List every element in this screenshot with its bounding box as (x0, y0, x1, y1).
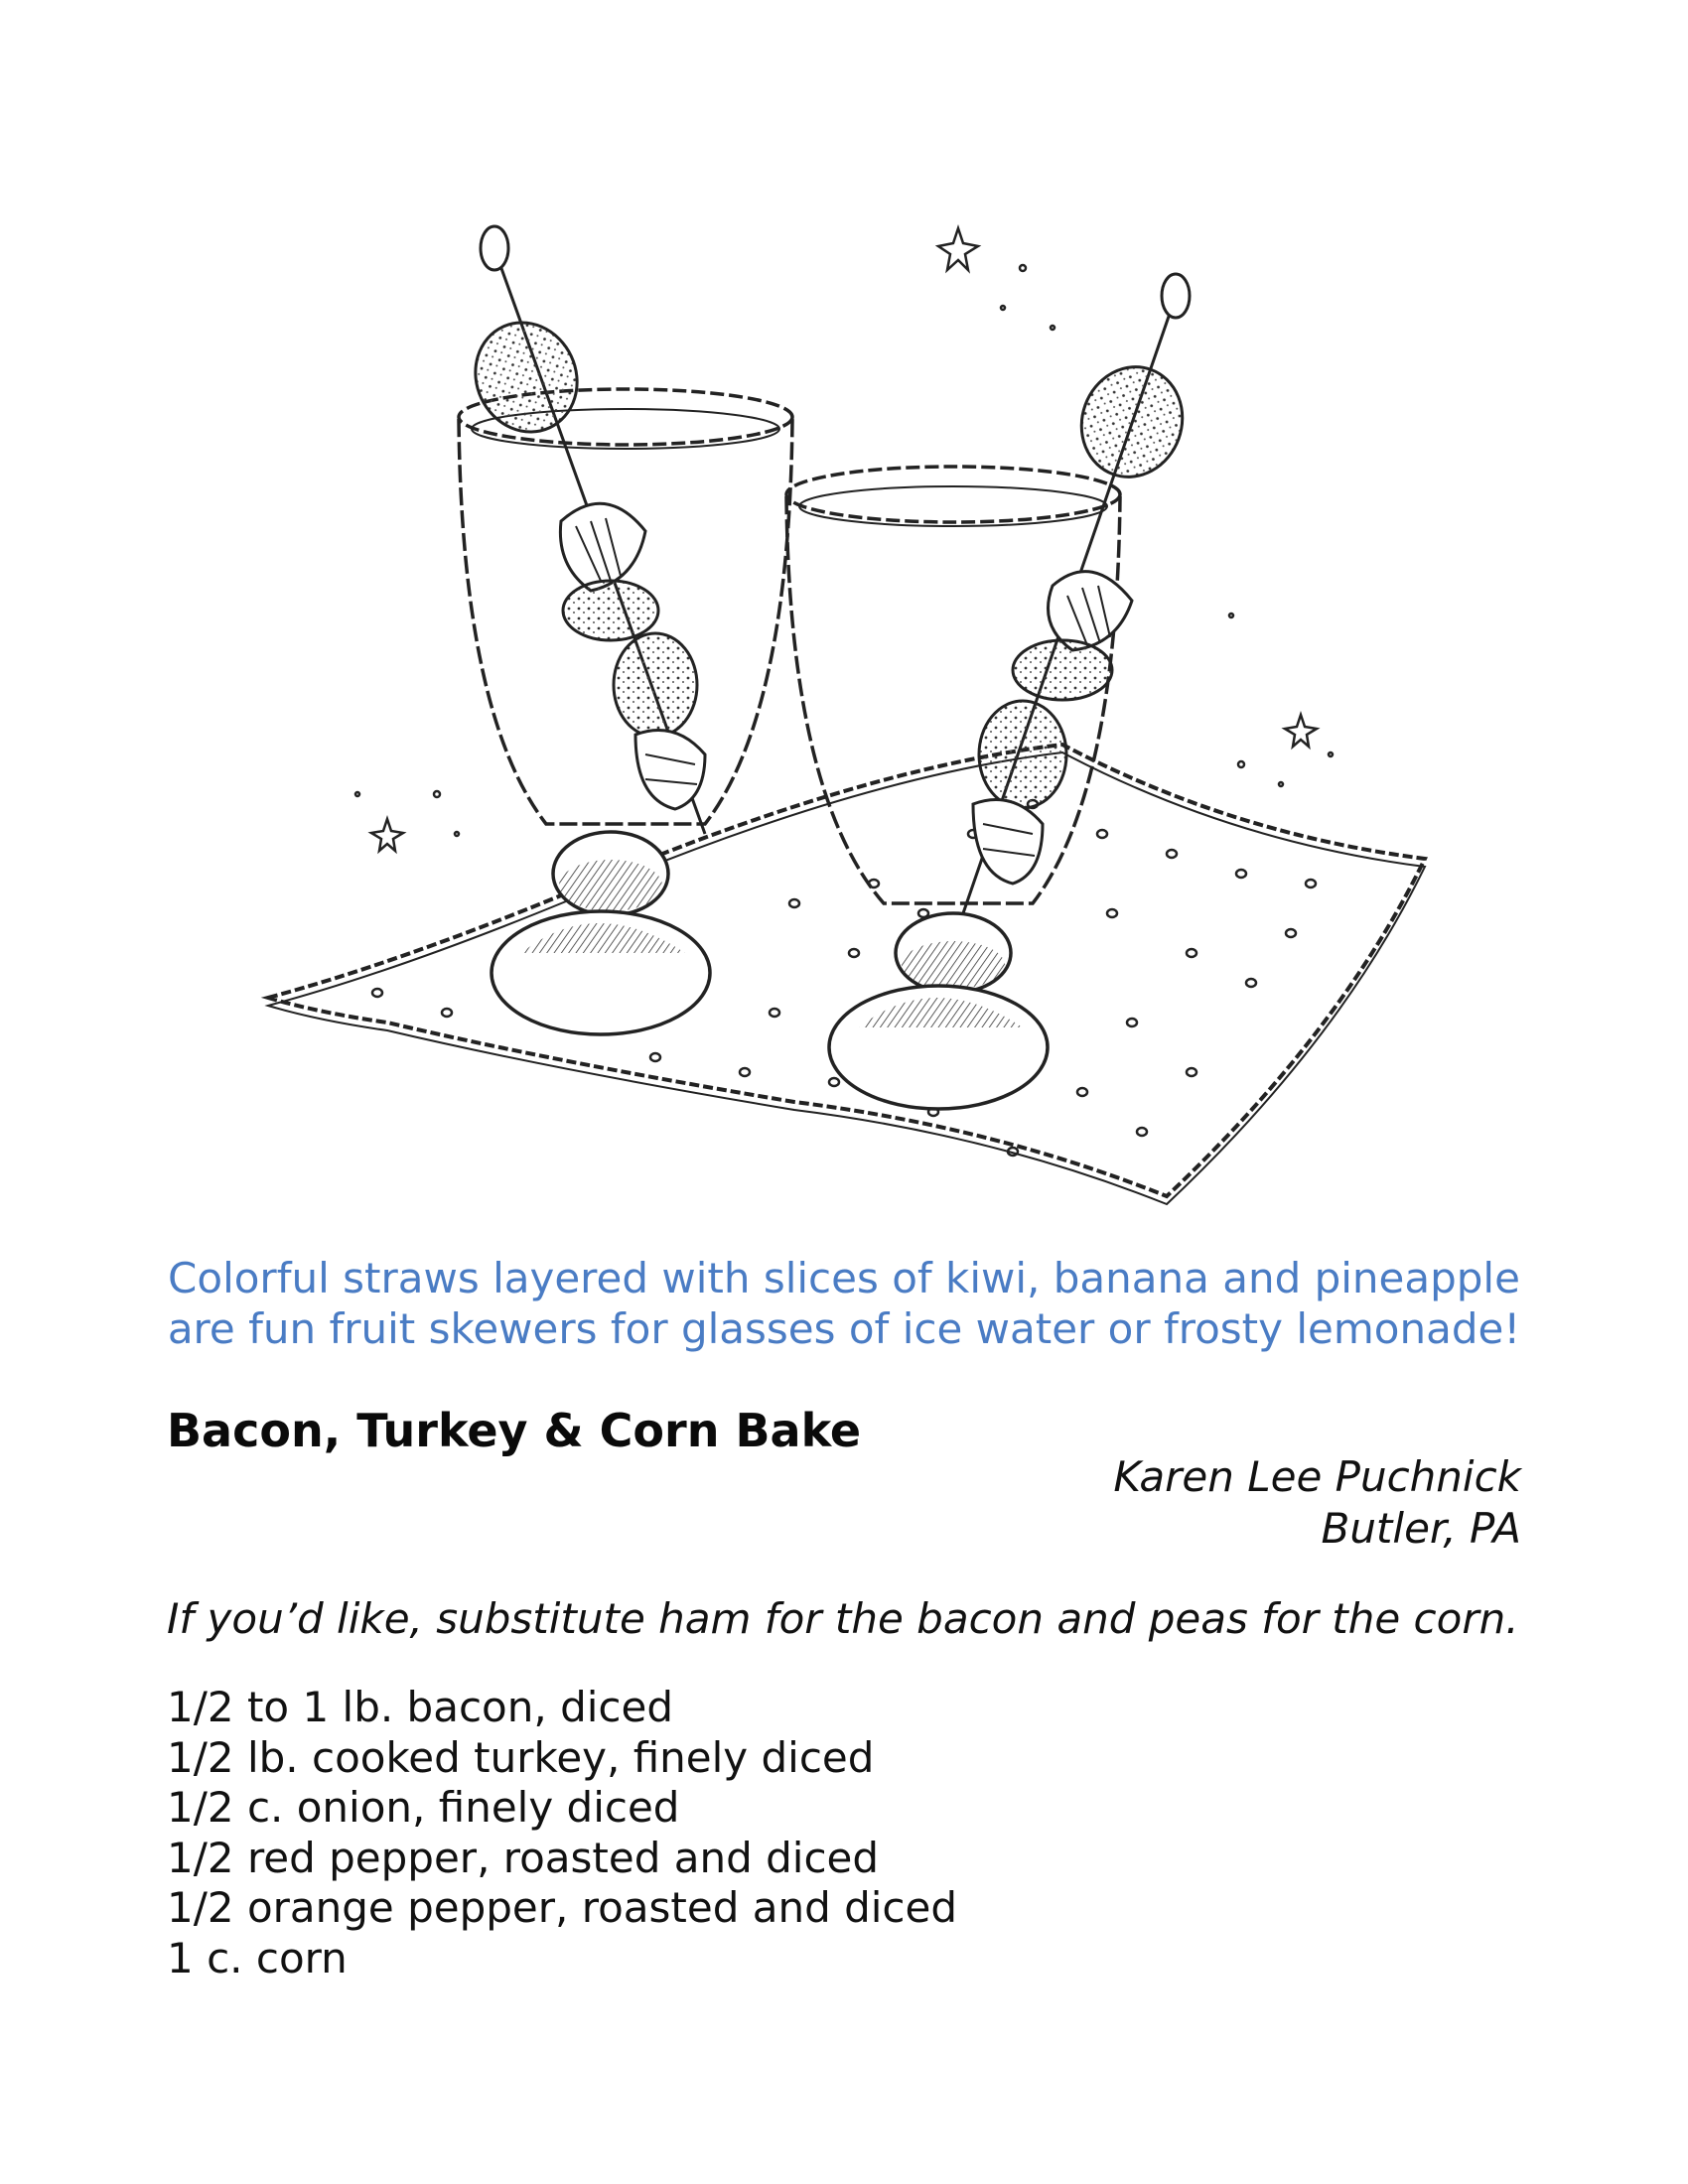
fruit-skewer-glasses-illustration (238, 199, 1450, 1221)
ingredient-item: 1/2 red pepper, roasted and diced (167, 1833, 880, 1882)
recipe-location: Butler, PA (1321, 1504, 1521, 1553)
ingredient-item: 1/2 orange pepper, roasted and diced (167, 1883, 958, 1932)
left-fruit-skewer-icon (458, 226, 705, 834)
napkin-icon (268, 745, 1425, 1204)
recipe-note: If you’d like, substitute ham for the bacon and peas for the corn. (167, 1594, 1519, 1643)
ingredient-item: 1/2 lb. cooked turkey, finely diced (167, 1732, 875, 1782)
tip-caption (167, 1253, 1521, 1354)
recipe-author: Karen Lee Puchnick (1113, 1452, 1521, 1501)
ingredient-item: 1 c. corn (167, 1933, 348, 1982)
ingredient-item: 1/2 c. onion, finely diced (167, 1783, 680, 1832)
tip-line-2: are fun fruit skewers for glasses of ice water or frosty lemonade! (167, 1304, 1521, 1353)
ingredient-list (167, 1683, 957, 1983)
tip-line-1: Colorful straws layered with slices of kiwi, banana and pineapple (168, 1254, 1520, 1302)
recipe-byline (1113, 1451, 1521, 1555)
ingredient-item: 1/2 to 1 lb. bacon, diced (167, 1683, 673, 1731)
illustration-svg (238, 199, 1450, 1221)
sparkle-icon (355, 228, 1333, 851)
recipe-title: Bacon, Turkey & Corn Bake (167, 1404, 862, 1457)
